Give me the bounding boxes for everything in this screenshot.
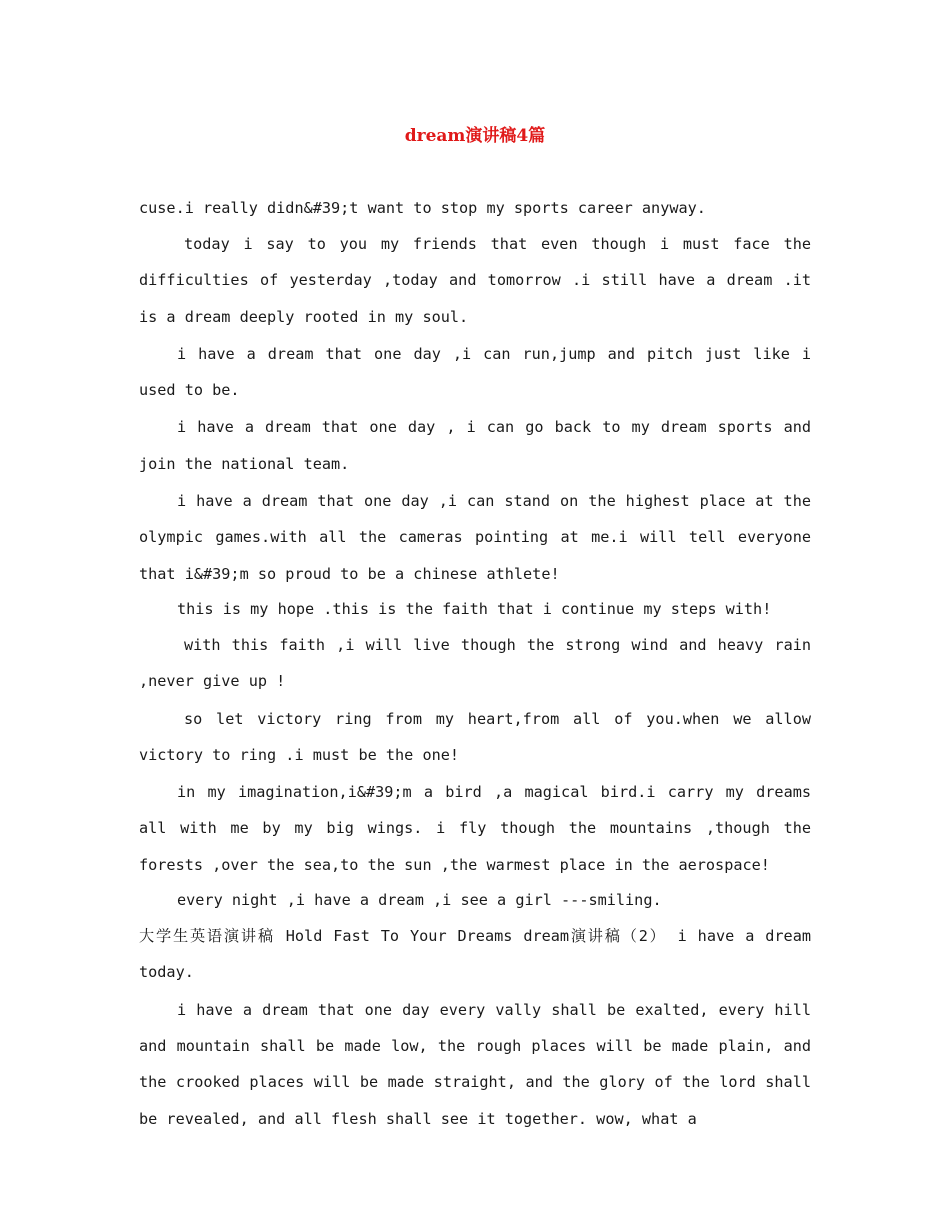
paragraph: cuse.i really didn&#39;t want to stop my sports career anyway. [139, 199, 706, 217]
paragraph: i have a dream that one day every vally shall be exalted, every hill and mountain shall be made low, the rough places will be made plain, and the crooked places will be made straight, and the glory of the lord shall be revealed, and all flesh shall see it together. wow, what a [139, 1000, 811, 1128]
paragraph: this is my hope .this is the faith that i continue my steps with! [177, 599, 772, 618]
paragraph: with this faith ,i will live though the strong wind and heavy rain ,never give up ! [139, 635, 811, 691]
paragraph: i have a dream that one day ,i can run,jump and pitch just like i used to be. [139, 344, 811, 400]
paragraph: i have a dream that one day ,i can stand on the highest place at the olympic games.with all the cameras pointing at me.i will tell everyone that i&#39;m so proud to be a chinese athlete! [139, 492, 811, 583]
document-title: dream演讲稿4篇 [404, 126, 546, 146]
paragraph: every night ,i have a dream ,i see a girl ---smiling. [177, 891, 662, 910]
paragraph: today i say to you my friends that even though i must face the difficulties of yesterday ,today and tomorrow .i still have a dream .it is a dream deeply rooted in my soul. [139, 235, 811, 326]
document-body [139, 192, 811, 1138]
paragraph: so let victory ring from my heart,from all of you.when we allow victory to ring .i must be the one! [139, 709, 811, 764]
paragraph: in my imagination,i&#39;m a bird ,a magical bird.i carry my dreams all with me by my big wings. i fly though the mountains ,though the forests ,over the sea,to the sun ,the warmest place in the aerospace! [139, 783, 811, 874]
paragraph: 大学生英语演讲稿 Hold Fast To Your Dreams dream演讲稿（2） i have a dream today. [139, 927, 811, 982]
paragraph: i have a dream that one day , i can go back to my dream sports and join the national team. [139, 418, 811, 473]
